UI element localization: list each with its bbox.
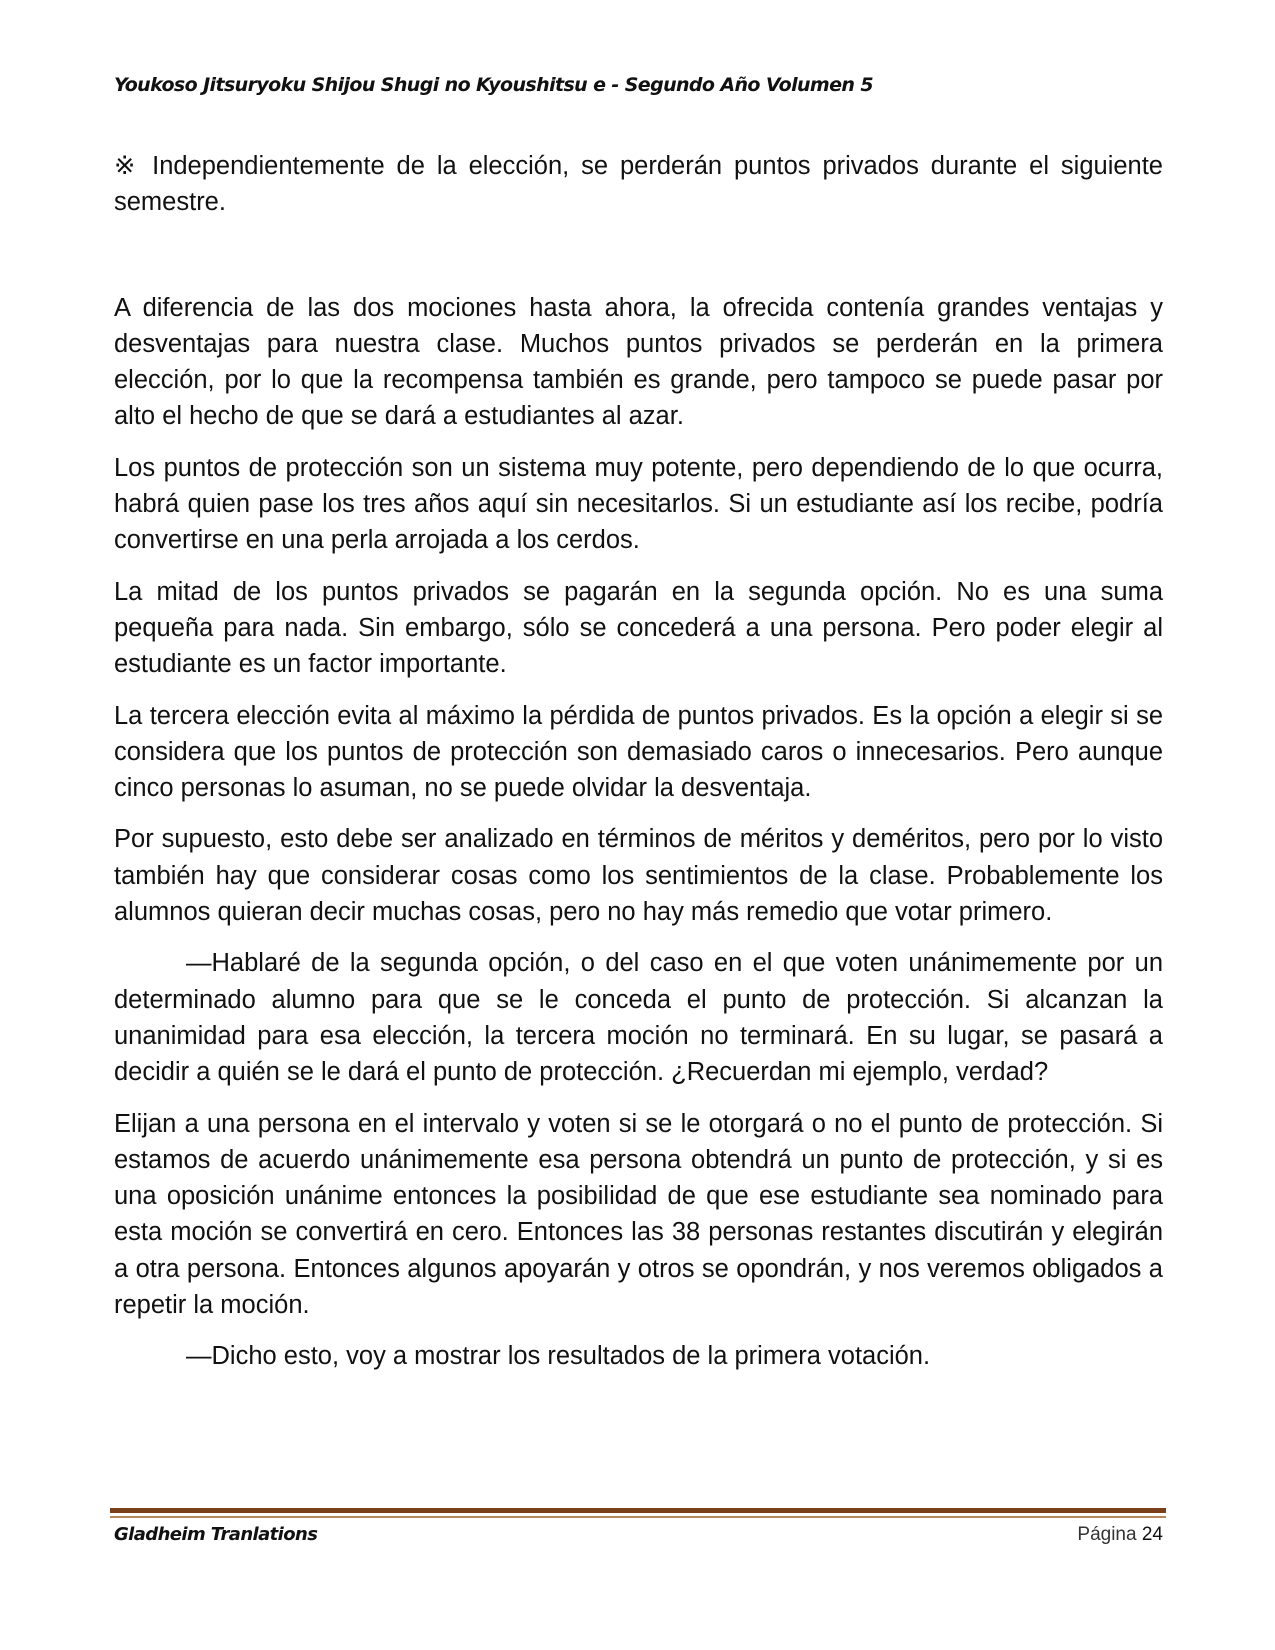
dialog-paragraph: —Hablaré de la segunda opción, o del caso en el que voten unánimemente por un determinado alumno para que se le conceda el punto de protección. Si alcanzan la unanimidad para esa elección, la tercera moción no terminará. En su lugar, se pasará a decidir a quién se le dará el punto de protección. ¿Recuerdan mi ejemplo, verdad?	[114, 949, 1163, 1087]
page-label: Página	[1077, 1524, 1137, 1545]
page-body	[114, 148, 1163, 1390]
paragraph: Los puntos de protección son un sistema muy potente, pero dependiendo de lo que ocurra, habrá quien pase los tres años aquí sin necesitarlos. Si un estudiante así los recibe, podría convertirse en una perla arrojada a los cerdos.	[114, 453, 1163, 555]
footer-rule-thin	[110, 1516, 1166, 1518]
footer-credit: Gladheim Tranlations	[114, 1524, 318, 1545]
paragraph: Por supuesto, esto debe ser analizado en términos de méritos y deméritos, pero por lo visto también hay que considerar cosas como los sentimientos de la clase. Probablemente los alumnos quieran decir muchas cosas, pero no hay más remedio que votar primero.	[114, 825, 1163, 927]
paragraph: Elijan a una persona en el intervalo y voten si se le otorgará o no el punto de protección. Si estamos de acuerdo unánimemente esa persona obtendrá un punto de protección, y si es una oposición unánime entonces la posibilidad de que ese estudiante sea nominado para esta moción se convertirá en cero. Entonces las 38 personas restantes discutirán y elegirán a otra persona. Entonces algunos apoyarán y otros se opondrán, y nos veremos obligados a repetir la moción.	[114, 1109, 1163, 1320]
paragraph: A diferencia de las dos mociones hasta ahora, la ofrecida contenía grandes ventajas y desventajas para nuestra clase. Muchos puntos privados se perderán en la primera elección, por lo que la recompensa también es grande, pero tampoco se puede pasar por alto el hecho de que se dará a estudiantes al azar.	[114, 293, 1163, 431]
footer-rule	[110, 1508, 1166, 1513]
note-paragraph: ※ Independientemente de la elección, se perderán puntos privados durante el siguiente semestre.	[114, 152, 1163, 217]
running-header: Youkoso Jitsuryoku Shijou Shugi no Kyoushitsu e - Segundo Año Volumen 5	[114, 74, 873, 96]
dialog-paragraph: —Dicho esto, voy a mostrar los resultados de la primera votación.	[186, 1342, 931, 1371]
page-number-value: 24	[1141, 1524, 1163, 1545]
paragraph: La tercera elección evita al máximo la pérdida de puntos privados. Es la opción a elegir si se considera que los puntos de protección son demasiado caros o innecesarios. Pero aunque cinco personas lo asuman, no se puede olvidar la desventaja.	[114, 701, 1163, 803]
page-number	[1077, 1524, 1163, 1546]
paragraph: La mitad de los puntos privados se pagarán en la segunda opción. No es una suma pequeña para nada. Sin embargo, sólo se concederá a una persona. Pero poder elegir al estudiante es un factor importante.	[114, 577, 1163, 679]
